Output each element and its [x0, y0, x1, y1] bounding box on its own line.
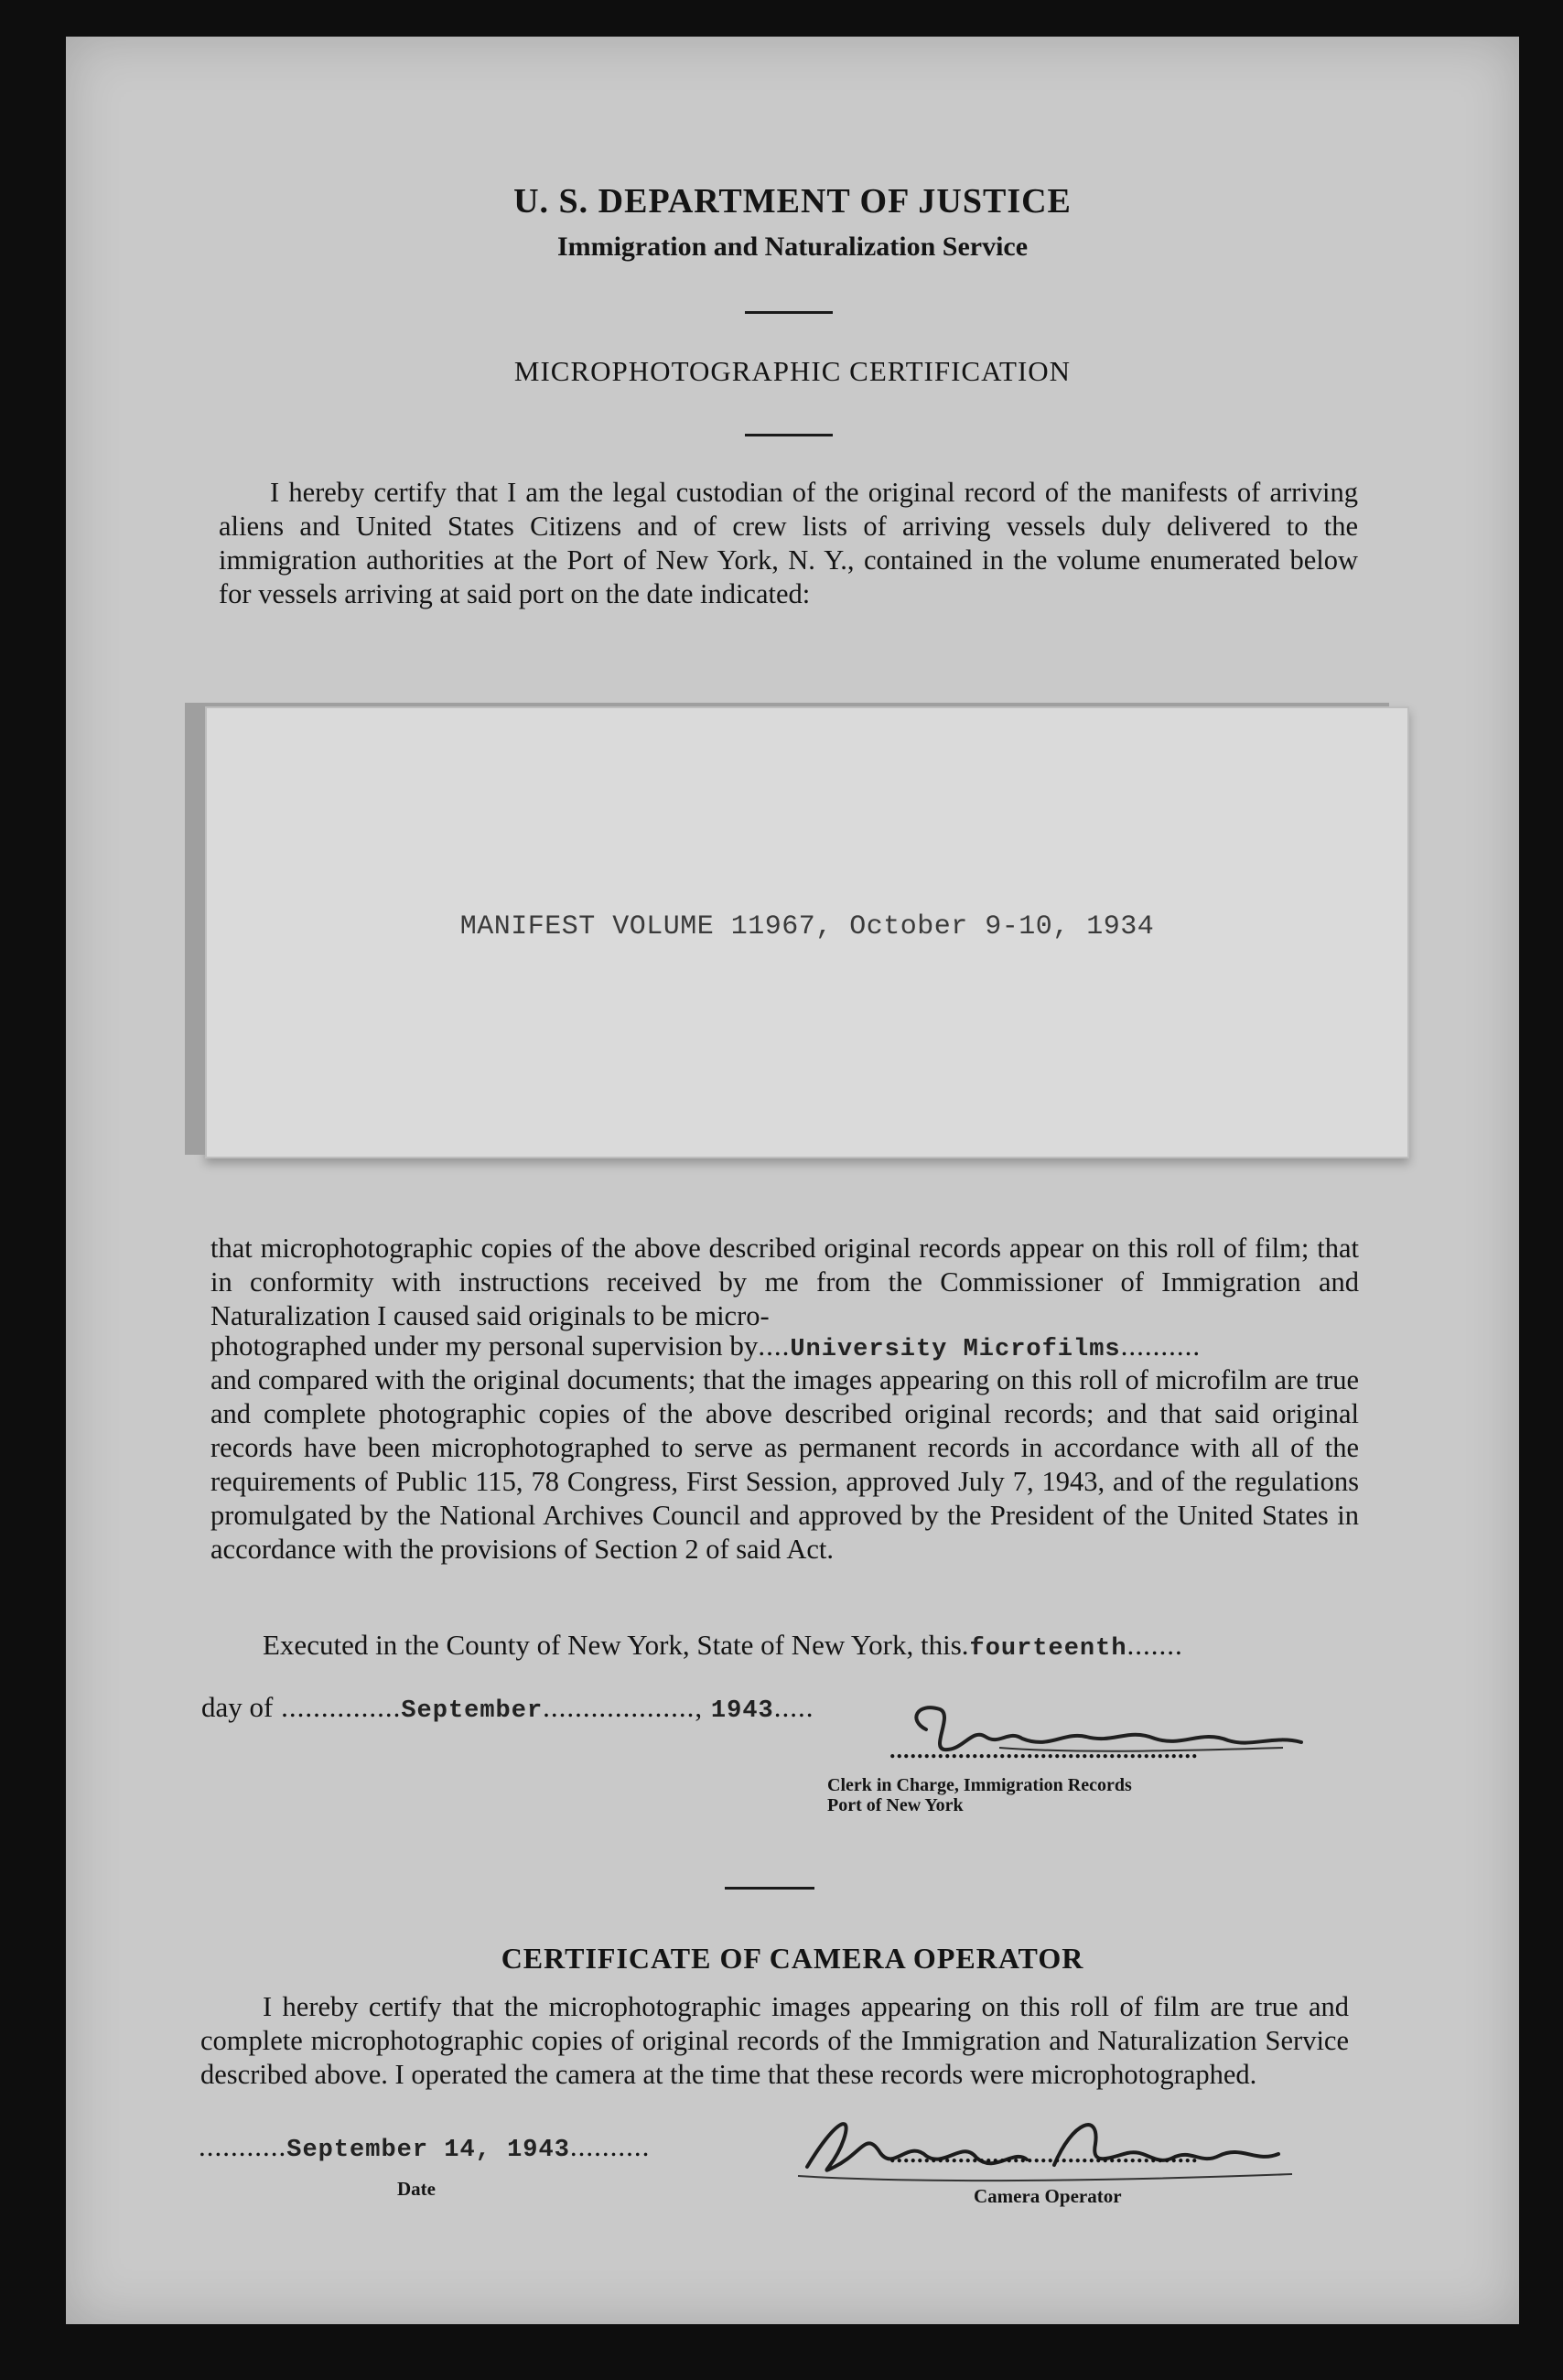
executed-line: Executed in the County of New York, State of New York, this.fourteenth.......	[263, 1629, 1183, 1663]
camera-operator-label: Camera Operator	[974, 2185, 1122, 2207]
microfilm-company: University Microfilms	[790, 1336, 1121, 1363]
executed-month: September	[401, 1697, 544, 1725]
body-paragraph-2: and compared with the original documents; that the images appearing on this roll of microfilm are true and complete photographic copies of the above described original records; and that said original records have been microphotographed to serve as permanent records in accordance with all of the requirements of Public 115, 78 Congress, First Session, approved July 7, 1943, and of the regulations promulgated by the National Archives Council and approved by the President of the United States in accordance with the provisions of Section 2 of said Act.	[210, 1364, 1359, 1565]
executed-prefix: Executed in the County of New York, State of New York, this	[263, 1629, 962, 1661]
camera-date-value: September 14, 1943	[286, 2137, 570, 2164]
date-label: Date	[397, 2178, 436, 2200]
divider-top	[745, 311, 833, 314]
manifest-volume-card	[205, 706, 1409, 1158]
executed-day: fourteenth	[969, 1635, 1127, 1663]
day-of-label: day of	[201, 1691, 274, 1723]
camera-operator-heading: CERTIFICATE OF CAMERA OPERATOR	[501, 1942, 1084, 1975]
supervision-prefix: photographed under my personal supervision by	[210, 1330, 759, 1362]
executed-year: 1943	[710, 1697, 774, 1725]
service-subtitle: Immigration and Naturalization Service	[556, 232, 1029, 262]
certification-heading: MICROPHOTOGRAPHIC CERTIFICATION	[513, 355, 1072, 387]
supervision-line: photographed under my personal supervision by....University Microfilms..........	[210, 1330, 1202, 1363]
operator-signature-line: .............................................	[889, 2141, 1199, 2168]
intro-paragraph: I hereby certify that I am the legal custodian of the original record of the manifests of arriving aliens and United States Citizens and of crew lists of arriving vessels duly delivered to the immigration authorities at the Port of New York, N. Y., contained in the volume enumerated below for vessels arriving at said port on the date indicated:	[219, 477, 1358, 609]
manifest-volume-text: MANIFEST VOLUME 11967, October 9-10, 1934	[459, 911, 1155, 942]
camera-operator-statement: I hereby certify that the microphotographic images appearing on this roll of film are true and complete microphotographic copies of original records of the Immigration and Naturalization Service described above. I operated the camera at the time that these records were microphotographed.	[200, 1991, 1349, 2090]
certificate-sheet	[66, 37, 1519, 2324]
day-of-line: day of ...............September..................., 1943.....	[201, 1691, 814, 1725]
clerk-signature-line: .............................................	[889, 1737, 1199, 1763]
divider-heading	[745, 434, 833, 436]
clerk-title: Clerk in Charge, Immigration Records	[827, 1775, 1132, 1795]
department-title: U. S. DEPARTMENT OF JUSTICE	[513, 182, 1072, 221]
date-line: ...........September 14, 1943..........	[199, 2130, 651, 2164]
clerk-location: Port of New York	[827, 1795, 964, 1815]
body-paragraph-1: that microphotographic copies of the above described original records appear on this roll of film; that in conformity with instructions received by me from the Commissioner of Immigration and Naturalization I caused said originals to be micro-	[210, 1233, 1359, 1331]
divider-camera	[725, 1887, 814, 1890]
